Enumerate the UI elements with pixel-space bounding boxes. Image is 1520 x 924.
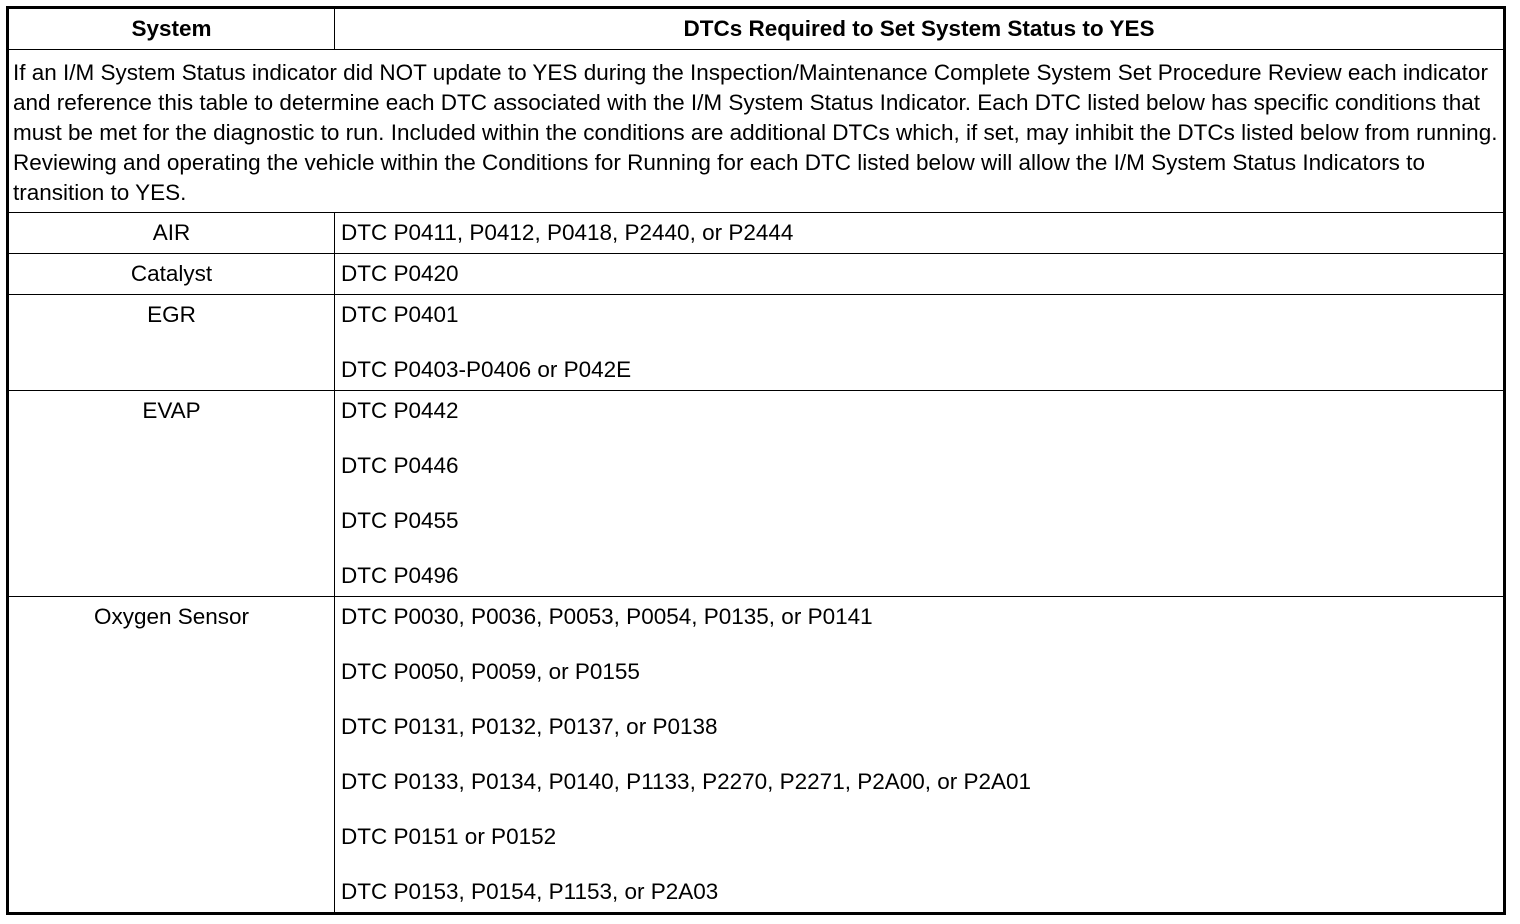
table-row [9,390,1503,596]
dtc-line: DTC P0151 or P0152 [341,824,557,849]
dtc-table [6,6,1506,915]
table-row [9,212,1503,253]
system-name: Oxygen Sensor [9,597,335,912]
dtc-line: DTC P0420 [341,261,459,286]
system-name: EGR [9,295,335,390]
header-dtcs: DTCs Required to Set System Status to YES [683,16,1155,41]
dtc-list [335,254,1503,294]
system-name: Catalyst [9,254,335,294]
table-row [9,253,1503,294]
dtc-line: DTC P0030, P0036, P0053, P0054, P0135, or P0141 [341,604,873,629]
intro-row [9,49,1503,212]
table-row [9,294,1503,390]
system-name: AIR [9,213,335,253]
table-header [9,9,1503,49]
dtc-list [335,391,1503,596]
dtc-list [335,213,1503,253]
dtc-line: DTC P0403-P0406 or P042E [341,357,632,382]
system-name: EVAP [9,391,335,596]
dtc-line: DTC P0446 [341,453,459,478]
dtc-line: DTC P0133, P0134, P0140, P1133, P2270, P2271, P2A00, or P2A01 [341,769,1032,794]
intro-text: If an I/M System Status indicator did NOT update to YES during the Inspection/Maintenance Complete System Set Procedure Review each indicator and reference this table to determine each DTC associated with the I/M System Status Indicator. Each DTC listed below has specific conditions that must be met for the diagnostic to run. Included within the conditions are additional DTCs which, if set, may inhibit the DTCs listed below from running. Reviewing and operating the vehicle within the Conditions for Running for each DTC listed below will allow the I/M System Status Indicators to transition to YES. [13,60,1498,205]
dtc-line: DTC P0131, P0132, P0137, or P0138 [341,714,718,739]
dtc-line: DTC P0401 [341,302,459,327]
dtc-line: DTC P0411, P0412, P0418, P2440, or P2444 [341,220,794,245]
dtc-list [335,597,1503,912]
dtc-line: DTC P0153, P0154, P1153, or P2A03 [341,879,719,904]
table-row [9,596,1503,912]
header-system: System [9,9,335,49]
dtc-line: DTC P0050, P0059, or P0155 [341,659,640,684]
dtc-line: DTC P0455 [341,508,459,533]
dtc-line: DTC P0496 [341,563,459,588]
dtc-line: DTC P0442 [341,398,459,423]
dtc-list [335,295,1503,390]
